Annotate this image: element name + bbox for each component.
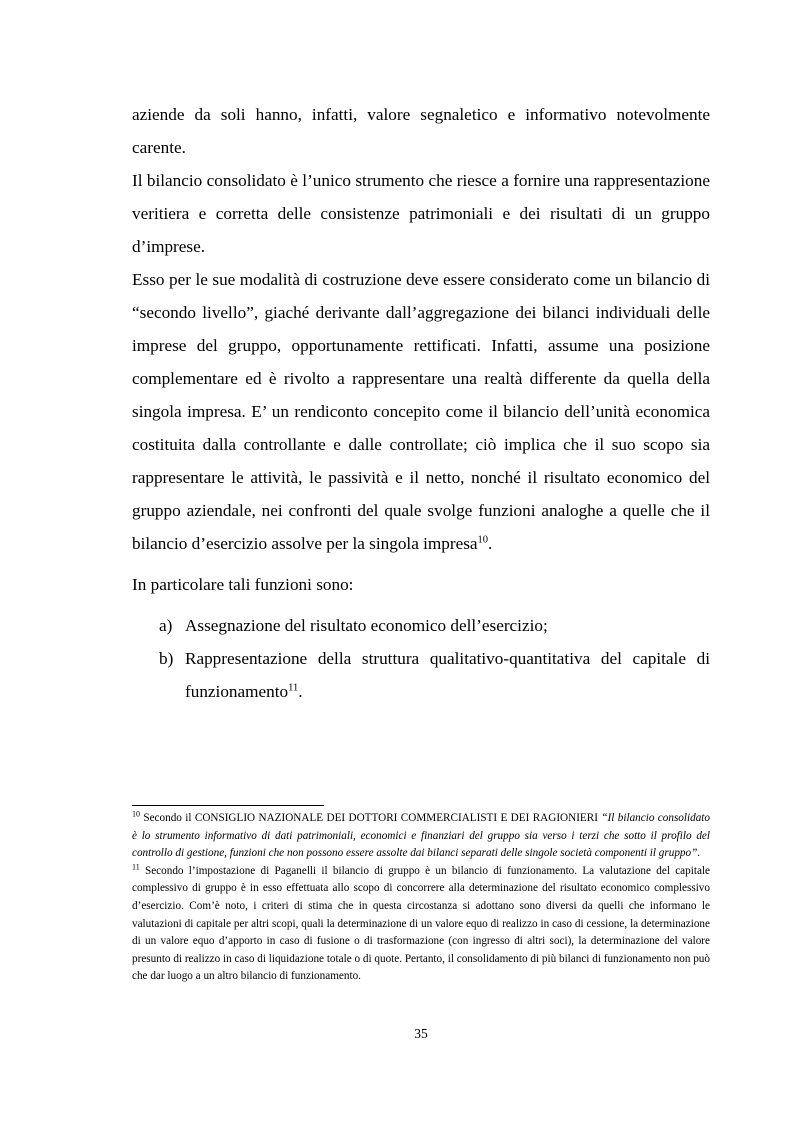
footnote-10 bbox=[132, 810, 710, 863]
footnote-quote: “Il bilancio consolidato è lo strumento informativo di dati patrimoniali, economici e finanziari del gruppo sia verso i terzi che sotto il profilo del controllo di gestione, funzioni che non possono essere assolte dai bilanci separati delle singole società componenti il gruppo”. bbox=[132, 812, 710, 860]
footnotes bbox=[132, 810, 710, 986]
list-item-text: Assegnazione del risultato economico dell’esercizio; bbox=[185, 616, 548, 635]
page-number: 35 bbox=[414, 1026, 428, 1041]
footnote-text: Secondo l’impostazione di Paganelli il bilancio di gruppo è un bilancio di funzionamento. La valutazione del capitale complessivo di gruppo è in esso effettuata allo scopo di concorrere alla determinazione del risultato economico complessivo d’esercizio. Com’è noto, i criteri di stima che in questa circostanza si adottano sono diversi da quelli che informano le valutazioni di capitale per altri scopi, quali la determinazione di un valore equo di realizzo in caso di cessione, la determinazione di un valore equo d’apporto in caso di fusione o di trasformazione (con ingresso di altri soci), la determinazione del valore presunto di realizzo in caso di liquidazione totale o di quote. Pertanto, il consolidamento di più bilanci di funzionamento non può che dar luogo a un altro bilancio di funzionamento. bbox=[132, 864, 710, 983]
main-text bbox=[132, 98, 710, 708]
footnote-number: 10 bbox=[132, 809, 140, 819]
footnote-reference-10[interactable]: 10 bbox=[477, 534, 489, 546]
paragraph-consolidated-statement: Il bilancio consolidato è l’unico strumento che riesce a fornire una rappresentazione veritiera e corretta delle consistenze patrimoniali e dei risultati di un gruppo d’imprese. bbox=[132, 171, 710, 256]
paragraph-continuation: aziende da soli hanno, infatti, valore segnaletico e informativo notevolmente carente. bbox=[132, 105, 710, 157]
paragraph-functions-intro: In particolare tali funzioni sono: bbox=[132, 575, 354, 594]
list-marker: a) bbox=[159, 616, 173, 635]
paragraph-end-period: . bbox=[488, 534, 493, 553]
list-item bbox=[132, 609, 710, 642]
paragraph-second-level bbox=[132, 263, 710, 560]
functions-list bbox=[132, 609, 710, 708]
list-item-end: . bbox=[298, 682, 303, 701]
paragraph-second-level-text: Esso per le sue modalità di costruzione deve essere considerato come un bilancio di “secondo livello”, giaché derivante dall’aggregazione dei bilanci individuali delle imprese del gruppo, opportunamente rettificati. Infatti, assume una posizione complementare ed è rivolto a rappresentare una realtà differente da quella della singola impresa. E’ un rendiconto concepito come il bilancio dell’unità economica costituita dalla controllante e dalle controllate; ciò implica che il suo scopo sia rappresentare le attività, le passività e il netto, nonché il risultato economico del gruppo aziendale, nei confronti del quale svolge funzioni analoghe a quelle che il bilancio d’esercizio assolve per la singola impresa bbox=[132, 270, 710, 553]
list-item-text: Rappresentazione della struttura qualitativo-quantitativa del capitale di funzionamento bbox=[185, 649, 710, 701]
footnote-text: Secondo il CONSIGLIO NAZIONALE DEI DOTTORI COMMERCIALISTI E DEI RAGIONIERI bbox=[140, 812, 602, 824]
footnote-reference-11[interactable]: 11 bbox=[288, 682, 299, 694]
footnote-separator bbox=[132, 805, 324, 806]
footnote-number: 11 bbox=[132, 862, 140, 872]
list-item bbox=[132, 642, 710, 708]
footnote-11 bbox=[132, 863, 710, 986]
list-marker: b) bbox=[159, 649, 174, 668]
